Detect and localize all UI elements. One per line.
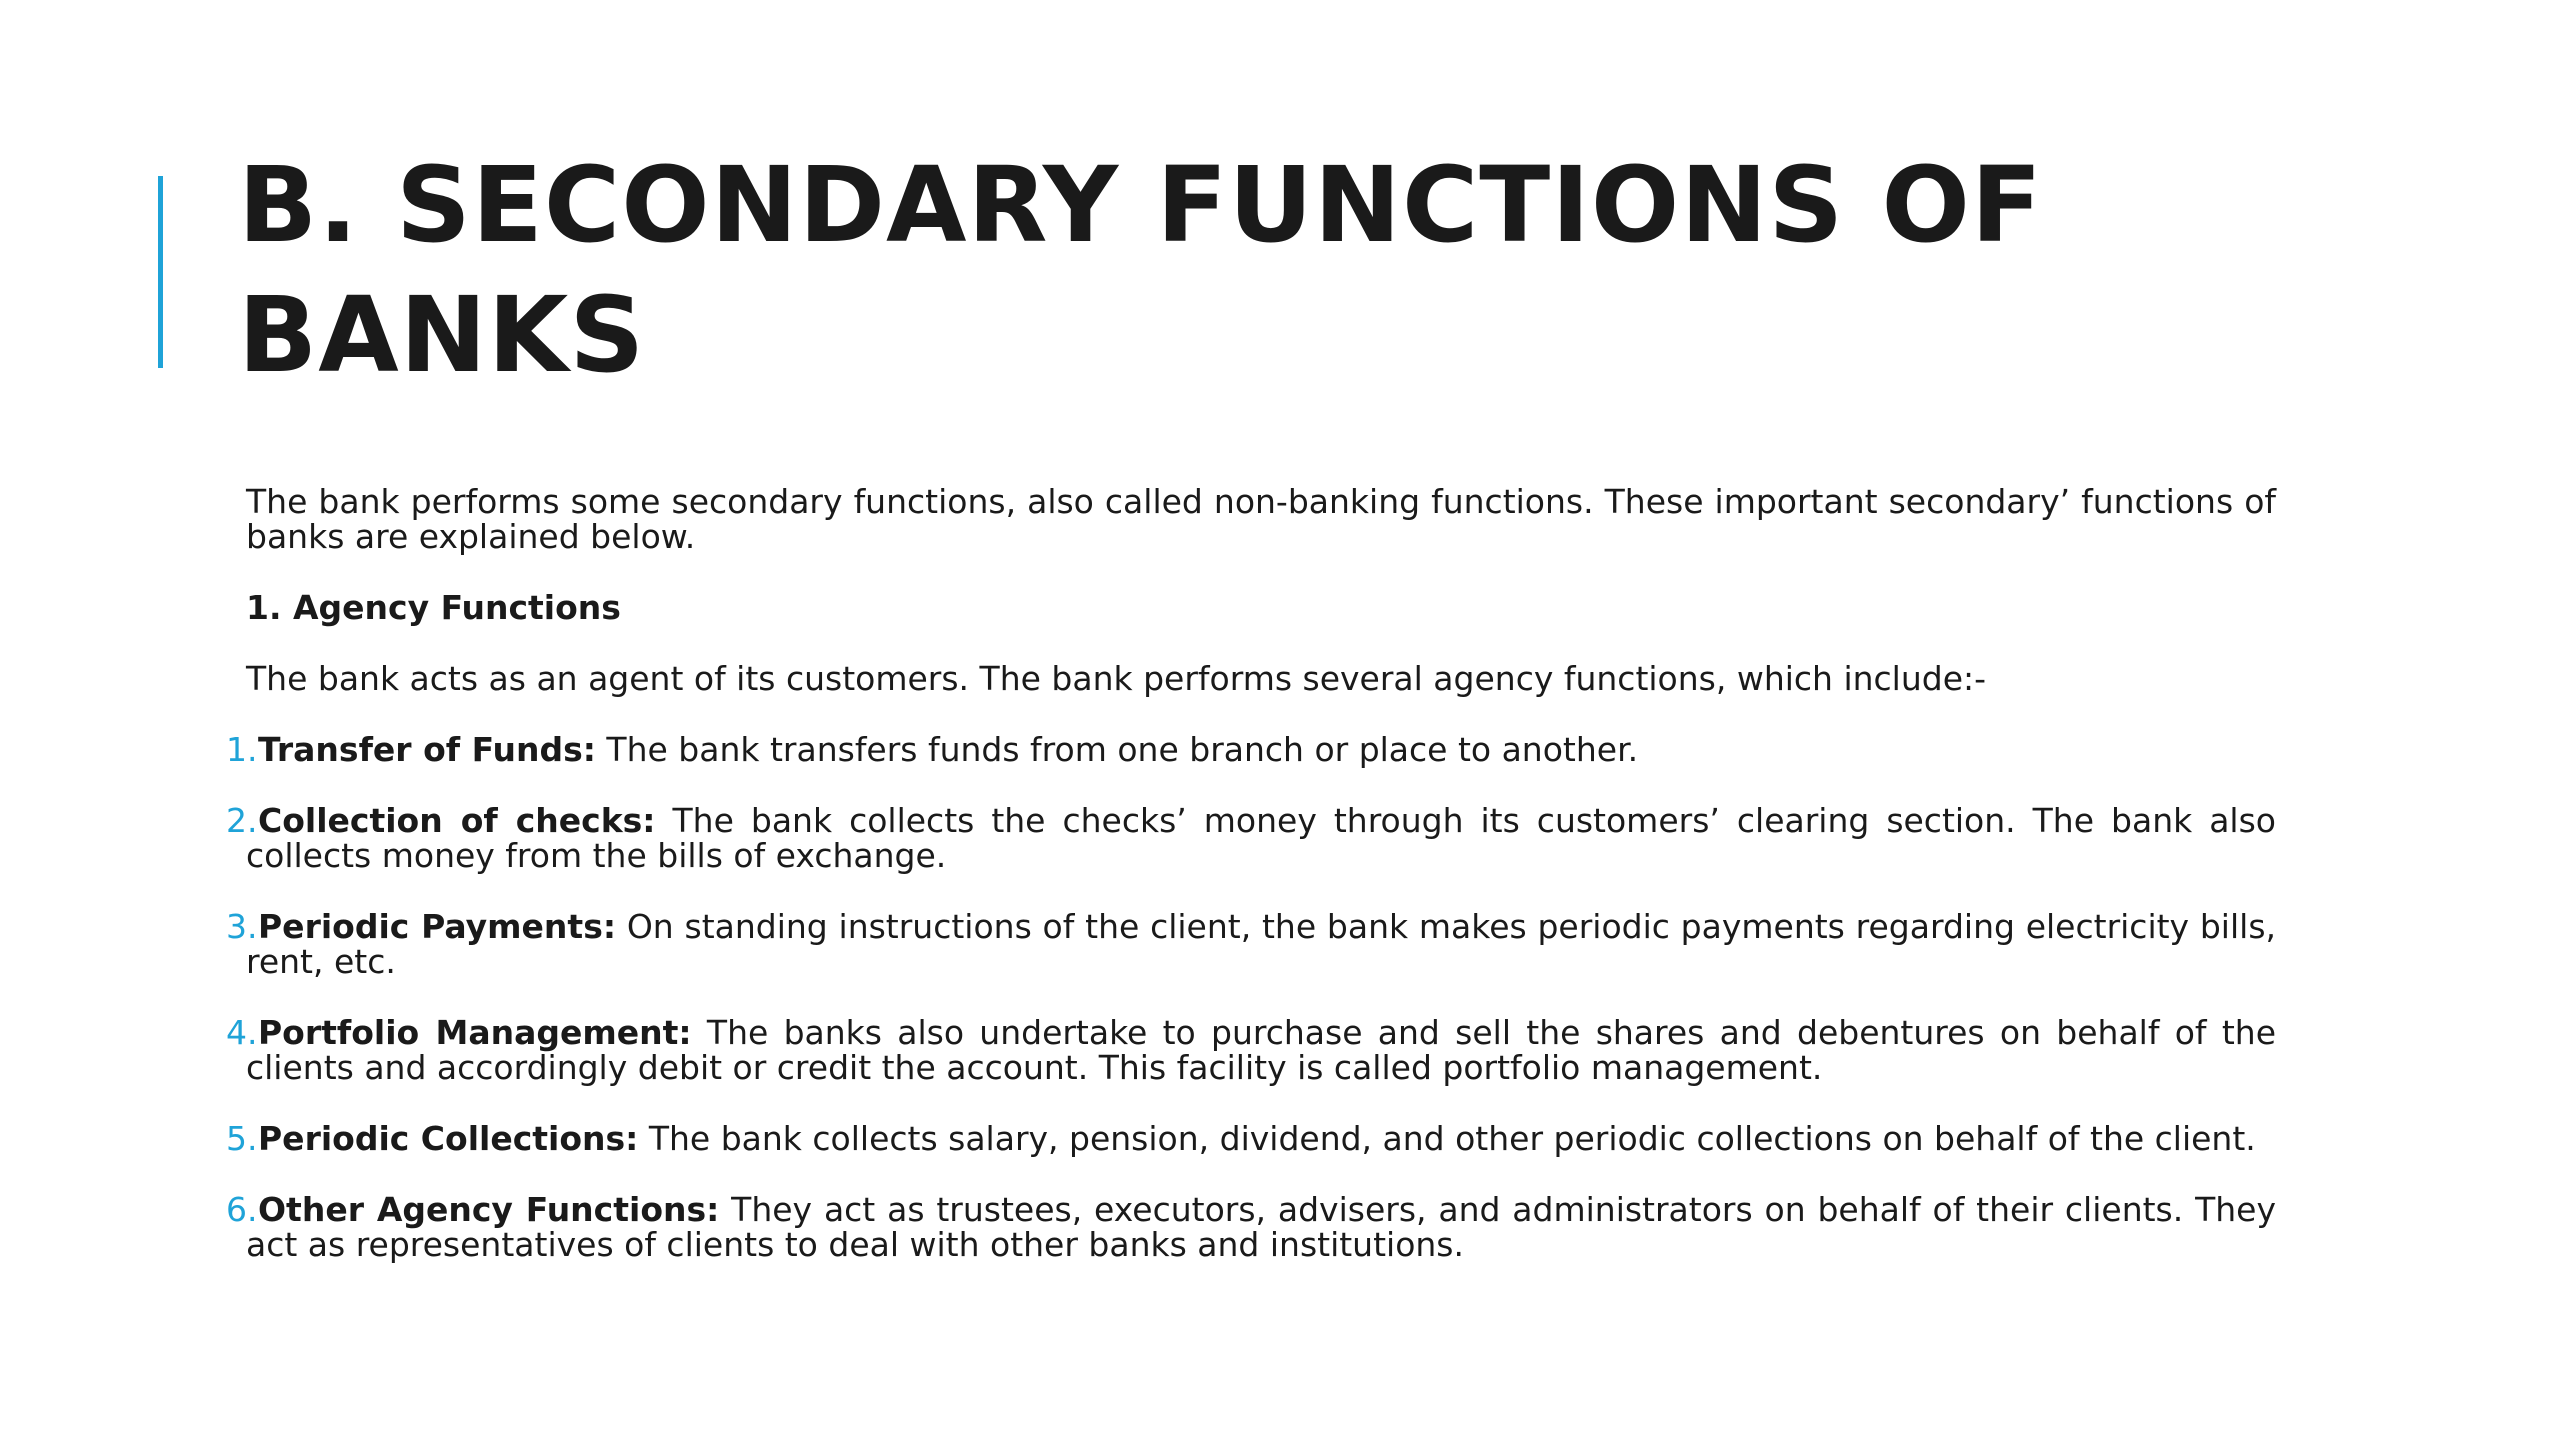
agency-functions-list [226,730,2276,1264]
slide-title: B. SECONDARY FUNCTIONS OF BANKS [238,144,2043,396]
list-item-text: The bank collects salary, pension, dividend, and other periodic collections on behalf of the client. [638,1119,2256,1158]
slide-body [226,482,2276,1298]
list-item-term: Periodic Collections: [258,1119,639,1158]
list-item-number: 3. [226,907,258,946]
list-item-text: The bank collects the checks’ money through its customers’ clearing section. The bank also collects money from the bills of exchange. [246,801,2276,875]
list-item-number: 5. [226,1119,258,1158]
list-item-text: On standing instructions of the client, the bank makes periodic payments regarding electricity bills, rent, etc. [246,907,2276,981]
list-item [226,1013,2276,1087]
list-item [226,1190,2276,1264]
list-item [226,801,2276,875]
title-accent-bar [158,176,163,368]
list-item-number: 6. [226,1190,258,1229]
list-item [226,907,2276,981]
list-item-number: 1. [226,730,258,769]
list-item [226,730,2276,769]
list-item-number: 4. [226,1013,258,1052]
list-item-number: 2. [226,801,258,840]
list-item-term: Other Agency Functions: [258,1190,720,1229]
list-item-term: Portfolio Management: [258,1013,692,1052]
list-item-text: The banks also undertake to purchase and sell the shares and debentures on behalf of the clients and accordingly debit or credit the account. This facility is called portfolio management. [246,1013,2276,1087]
agency-intro-paragraph: The bank acts as an agent of its customers. The bank performs several agency functions, which include:- [246,659,1987,698]
list-item-term: Collection of checks: [258,801,656,840]
section-heading: 1. Agency Functions [246,588,621,627]
intro-paragraph: The bank performs some secondary functions, also called non-banking functions. These important secondary’ functions of banks are explained below. [246,482,2276,556]
list-item-term: Transfer of Funds: [258,730,596,769]
list-item-text: They act as trustees, executors, advisers, and administrators on behalf of their clients. They act as representatives of clients to deal with other banks and institutions. [246,1190,2276,1264]
list-item [226,1119,2276,1158]
list-item-text: The bank transfers funds from one branch or place to another. [595,730,1639,769]
list-item-term: Periodic Payments: [258,907,617,946]
